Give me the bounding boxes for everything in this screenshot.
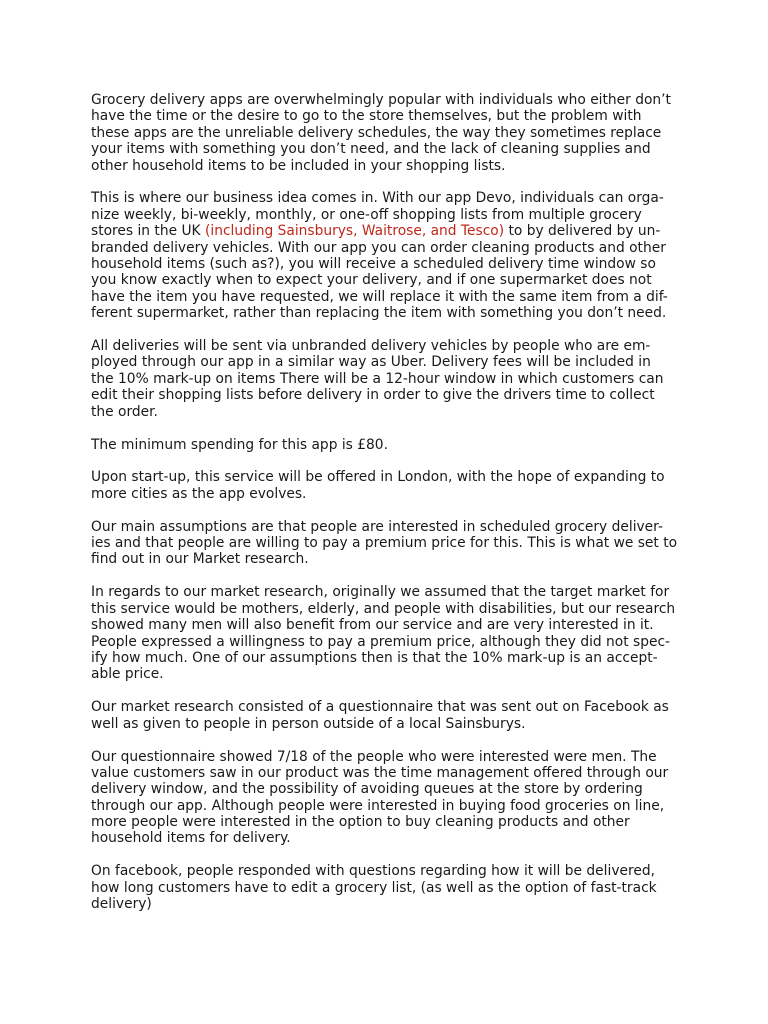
text-line: People expressed a willingness to pay a premium price, although they did not spec- [91, 633, 671, 650]
paragraph-intro-problem [91, 92, 691, 174]
text-line: have the item you have requested, we will replace it with the same item from a dif- [91, 288, 668, 305]
text-line: your items with something you don’t need, and the lack of cleaning supplies and [91, 141, 651, 158]
text-line: able price. [91, 666, 164, 683]
text-line: this service would be mothers, elderly, and people with disabilities, but our research [91, 600, 676, 617]
paragraph-market-research [91, 584, 691, 682]
text-line: household items for delivery. [91, 830, 291, 847]
text-line: edit their shopping lists before delivery in order to give the drivers time to collect [91, 387, 655, 404]
paragraph-startup-location [91, 469, 691, 502]
text-line: you know exactly when to expect your delivery, and if one supermarket does not [91, 272, 652, 289]
paragraph-deliveries [91, 338, 691, 420]
text-line: This is where our business idea comes in. With our app Devo, individuals can orga- [91, 190, 664, 207]
text-line: Upon start-up, this service will be offered in London, with the hope of expanding to [91, 469, 665, 486]
text-line: these apps are the unreliable delivery schedules, the way they sometimes replace [91, 124, 662, 141]
text-line: how long customers have to edit a grocery list, (as well as the option of fast-track [91, 879, 657, 896]
text-line: showed many men will also benefit from our service and are very interested in it. [91, 617, 654, 634]
text-line: Grocery delivery apps are overwhelmingly popular with individuals who either don’t [91, 92, 671, 108]
text-line [91, 223, 691, 239]
text-line: through our app. Although people were interested in buying food groceries on line, [91, 797, 665, 814]
text-segment: to by delivered by un- [504, 223, 661, 240]
text-line: In regards to our market research, originally we assumed that the target market for [91, 584, 670, 601]
paragraph-questionnaire-results [91, 749, 691, 847]
highlighted-supermarkets-text: (including Sainsburys, Waitrose, and Tesco) [205, 223, 505, 240]
paragraph-assumptions [91, 519, 691, 568]
text-line: Our market research consisted of a questionnaire that was sent out on Facebook as [91, 699, 669, 716]
paragraph-facebook-feedback [91, 863, 691, 912]
text-line: On facebook, people responded with questions regarding how it will be delivered, [91, 863, 655, 880]
paragraph-business-idea [91, 190, 691, 321]
text-line: ify how much. One of our assumptions then is that the 10% mark-up is an accept- [91, 649, 658, 666]
document-page [91, 92, 691, 929]
paragraph-questionnaire-method [91, 699, 691, 732]
text-line: well as given to people in person outside of a local Sainsburys. [91, 715, 526, 732]
text-line: find out in our Market research. [91, 551, 309, 568]
text-line: branded delivery vehicles. With our app you can order cleaning products and other [91, 239, 666, 256]
text-line: Our main assumptions are that people are interested in scheduled grocery deliver- [91, 518, 663, 535]
text-line: delivery) [91, 896, 152, 913]
text-line: value customers saw in our product was the time management offered through our [91, 764, 669, 781]
text-line: household items (such as?), you will receive a scheduled delivery time window so [91, 256, 656, 273]
text-line: ployed through our app in a similar way as Uber. Delivery fees will be included in [91, 354, 651, 371]
text-line: Our questionnaire showed 7/18 of the people who were interested were men. The [91, 748, 657, 765]
text-line: have the time or the desire to go to the store themselves, but the problem with [91, 108, 642, 125]
text-line: other household items to be included in your shopping lists. [91, 157, 506, 174]
paragraph-minimum-spending [91, 437, 691, 453]
text-line: more cities as the app evolves. [91, 485, 307, 502]
text-line: ies and that people are willing to pay a premium price for this. This is what we set to [91, 535, 678, 552]
text-line: more people were interested in the option to buy cleaning products and other [91, 814, 630, 831]
text-line: nize weekly, bi-weekly, monthly, or one-off shopping lists from multiple grocery [91, 206, 642, 223]
text-line: delivery window, and the possibility of avoiding queues at the store by ordering [91, 781, 643, 798]
text-line: ferent supermarket, rather than replacing the item with something you don’t need. [91, 305, 667, 322]
text-line: the 10% mark-up on items There will be a 12-hour window in which customers can [91, 370, 664, 387]
text-segment: stores in the UK [91, 223, 205, 240]
text-line: All deliveries will be sent via unbranded delivery vehicles by people who are em- [91, 338, 651, 355]
text-line: The minimum spending for this app is £80. [91, 436, 388, 453]
text-line: the order. [91, 403, 158, 420]
